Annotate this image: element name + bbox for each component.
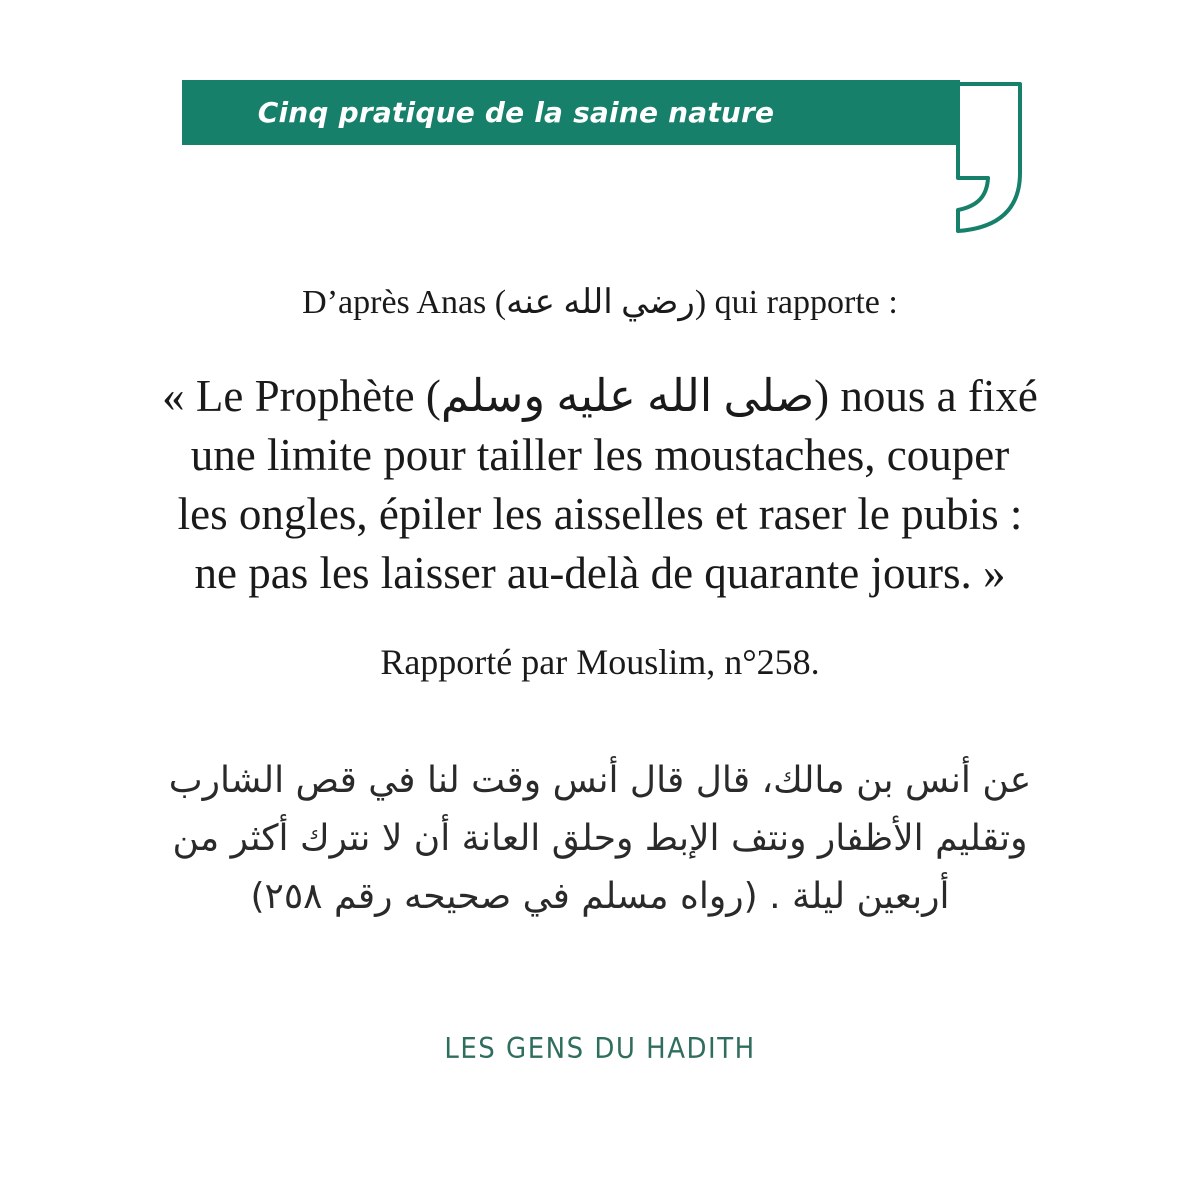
intro-text: D’après Anas (رضي الله عنه) qui rapporte : [302, 284, 898, 321]
arabic-line: عن أنس بن مالك، قال قال أنس وقت لنا في قص الشارب [168, 760, 1032, 801]
hadith-line: « Le Prophète (صلى الله عليه وسلم) nous a fixé [162, 371, 1038, 421]
brand-footer: LES GENS DU HADITH [444, 1032, 756, 1066]
arabic-line: وتقليم الأظفار ونتف الإبط وحلق العانة أن لا نترك أكثر من [172, 818, 1028, 859]
hadith-line: une limite pour tailler les moustaches, couper [190, 430, 1010, 480]
hadith-line: les ongles, épiler les aisselles et raser le pubis : [177, 489, 1023, 539]
hadith-source: Rapporté par Mouslim, n°258. [380, 642, 820, 682]
title-banner [182, 80, 960, 145]
arabic-line: أربعين ليلة . (رواه مسلم في صحيحه رقم ٢٥٨) [250, 876, 950, 917]
closing-quote-icon [945, 78, 1035, 238]
hadith-french [60, 367, 1140, 603]
hadith-arabic [100, 752, 1100, 926]
hadith-line: ne pas les laisser au-delà de quarante jours. » [194, 548, 1006, 598]
page-title: Cinq pratique de la saine nature [257, 96, 775, 129]
